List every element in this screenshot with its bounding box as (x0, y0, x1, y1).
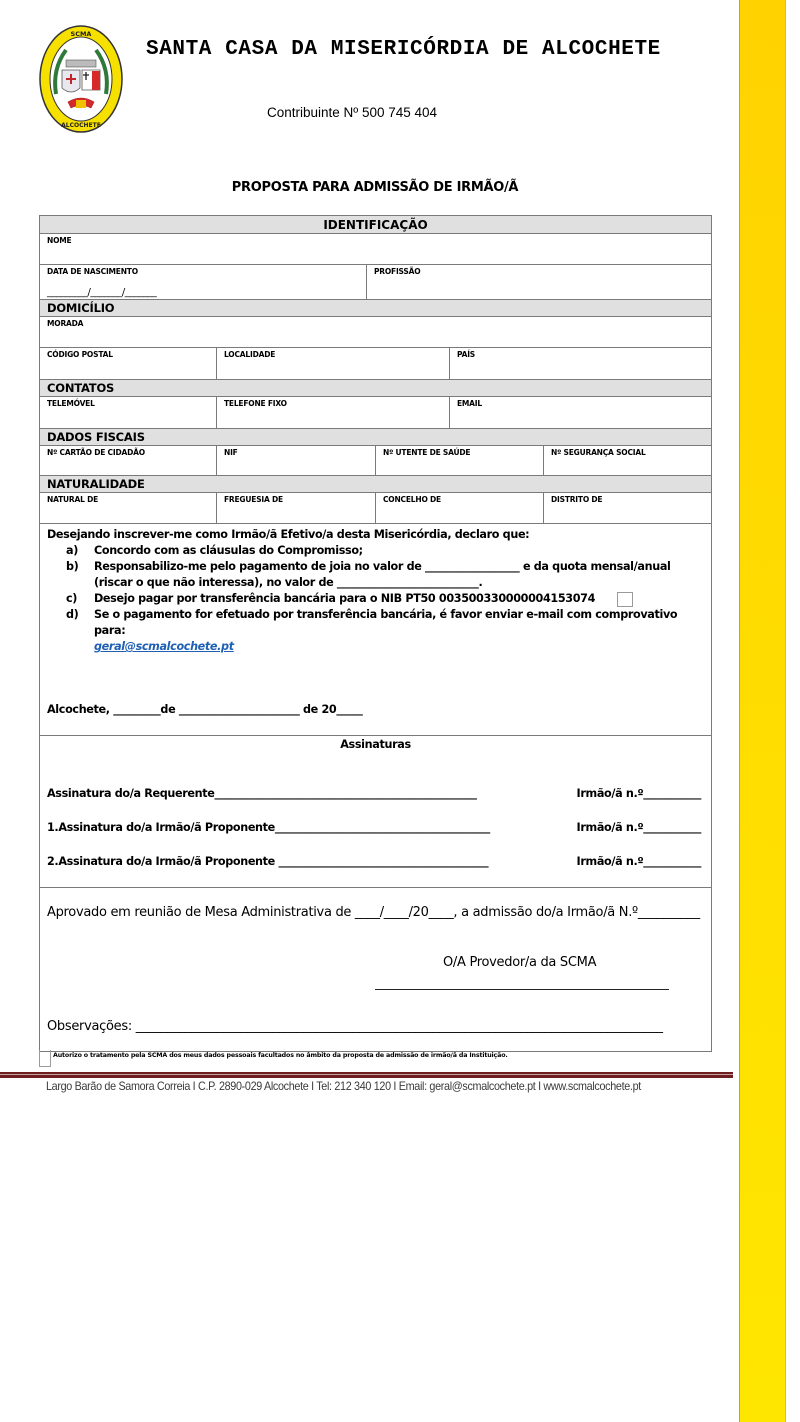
tax-id: Contribuinte Nº 500 745 404 (267, 105, 438, 120)
field-email[interactable] (450, 397, 711, 428)
place-date-line[interactable]: Alcochete, _________de _______________________ de 20_____ (47, 703, 363, 716)
svg-text:SCMA: SCMA (70, 30, 92, 38)
yellow-side-bar (739, 0, 786, 1422)
observacoes-line[interactable]: Observações: _____________________________________________________________________________________ (47, 1019, 663, 1034)
section-dados-fiscais-heading: DADOS FISCAIS (40, 429, 711, 446)
declaration-item-c: c) Desejo pagar por transferência bancária para o NIB PT50 003500330000004153074 (47, 591, 704, 607)
bank-transfer-checkbox[interactable] (617, 592, 633, 607)
telemovel-label: TELEMÓVEL (47, 399, 95, 408)
consent-row (39, 1050, 508, 1067)
field-concelho[interactable] (376, 493, 544, 523)
field-profissao[interactable] (367, 265, 711, 299)
svg-text:ALCOCHETE: ALCOCHETE (61, 122, 101, 129)
field-morada[interactable] (40, 317, 711, 348)
field-cartao-cidadao[interactable] (40, 446, 217, 475)
nif-label: NIF (224, 448, 238, 457)
email-label: EMAIL (457, 399, 482, 408)
footer-address: Largo Barão de Samora Correia I C.P. 2890-029 Alcochete I Tel: 212 340 120 I Email: geral@scmalcochete.pt I www.scmalcochete.pt (46, 1080, 641, 1093)
morada-label: MORADA (47, 319, 84, 328)
utente-saude-label: Nº UTENTE DE SAÚDE (383, 448, 471, 457)
codigo-postal-label: CÓDIGO POSTAL (47, 350, 113, 359)
approval-line[interactable]: Aprovado em reunião de Mesa Administrativa de ____/____/20____, a admissão do/a Irmão/ã N.º__________ (47, 905, 700, 920)
field-natural-de[interactable] (40, 493, 217, 523)
consent-checkbox[interactable] (39, 1050, 51, 1067)
section-naturalidade-heading: NATURALIDADE (40, 476, 711, 493)
field-utente-saude[interactable] (376, 446, 544, 475)
email-link[interactable]: geral@scmalcochete.pt (94, 640, 234, 653)
field-telefone-fixo[interactable] (217, 397, 450, 428)
profissao-label: PROFISSÃO (374, 267, 421, 276)
natural-de-label: NATURAL DE (47, 495, 99, 504)
signature-row-proponente-1[interactable]: 1.Assinatura do/a Irmão/ã Proponente_________________________________________ Irmão/ã n.º___________ (47, 821, 701, 834)
field-data-nascimento[interactable] (40, 265, 367, 299)
field-seguranca-social[interactable] (544, 446, 711, 475)
provedor-label: O/A Provedor/a da SCMA (443, 955, 597, 970)
freguesia-label: FREGUESIA DE (224, 495, 283, 504)
section-identificacao-heading: IDENTIFICAÇÃO (40, 216, 711, 234)
data-nascimento-label: DATA DE NASCIMENTO (47, 267, 138, 276)
seguranca-social-label: Nº SEGURANÇA SOCIAL (551, 448, 646, 457)
signatures-section (40, 736, 711, 888)
telefone-fixo-label: TELEFONE FIXO (224, 399, 287, 408)
field-freguesia[interactable] (217, 493, 376, 523)
admission-form (39, 215, 712, 1052)
declaration-section (40, 524, 711, 736)
provedor-signature-line[interactable] (375, 989, 669, 990)
data-nascimento-blank: _________/_______/_______ (47, 287, 157, 298)
nome-label: NOME (47, 236, 72, 245)
field-pais[interactable] (450, 348, 711, 379)
field-nome[interactable] (40, 234, 711, 265)
pais-label: PAÍS (457, 350, 476, 359)
approval-section (40, 888, 711, 1051)
organization-name: SANTA CASA DA MISERICÓRDIA DE ALCOCHETE (146, 38, 661, 61)
signature-row-proponente-2[interactable]: 2.Assinatura do/a Irmão/ã Proponente ________________________________________ Irmão/ã n.º___________ (47, 855, 701, 868)
cartao-cidadao-label: Nº CARTÃO DE CIDADÃO (47, 448, 145, 457)
field-localidade[interactable] (217, 348, 450, 379)
section-domicilio-heading: DOMICÍLIO (40, 300, 711, 317)
field-distrito[interactable] (544, 493, 711, 523)
concelho-label: CONCELHO DE (383, 495, 441, 504)
distrito-label: DISTRITO DE (551, 495, 603, 504)
document-title: PROPOSTA PARA ADMISSÃO DE IRMÃO/Ã (231, 180, 519, 195)
coat-of-arms-seal-icon (38, 24, 124, 134)
declaration-intro: Desejando inscrever-me como Irmão/ã Efetivo/a desta Misericórdia, declaro que: (47, 528, 530, 541)
declaration-item-a: a) Concordo com as cláusulas do Compromisso; (66, 544, 363, 557)
declaration-item-d: d) Se o pagamento for efetuado por transferência bancária, é favor enviar e-mail com comprovativo para: (66, 608, 678, 637)
field-telemovel[interactable] (40, 397, 217, 428)
signatures-heading: Assinaturas (340, 738, 411, 751)
field-codigo-postal[interactable] (40, 348, 217, 379)
section-contatos-heading: CONTATOS (40, 380, 711, 397)
consent-text: Autorizo o tratamento pela SCMA dos meus dados pessoais facultados no âmbito da proposta de admissão de irmão/ã da Instituição. (53, 1052, 508, 1059)
footer-divider (0, 1072, 733, 1078)
localidade-label: LOCALIDADE (224, 350, 276, 359)
declaration-item-b[interactable]: b) Responsabilizo-me pelo pagamento de joia no valor de __________________ e da quota mensal/anual (riscar o que não interessa), no valor de ___________________________. (66, 560, 671, 589)
field-nif[interactable] (217, 446, 376, 475)
signature-row-requerente[interactable]: Assinatura do/a Requerente__________________________________________________ Irmão/ã n.º___________ (47, 787, 701, 800)
